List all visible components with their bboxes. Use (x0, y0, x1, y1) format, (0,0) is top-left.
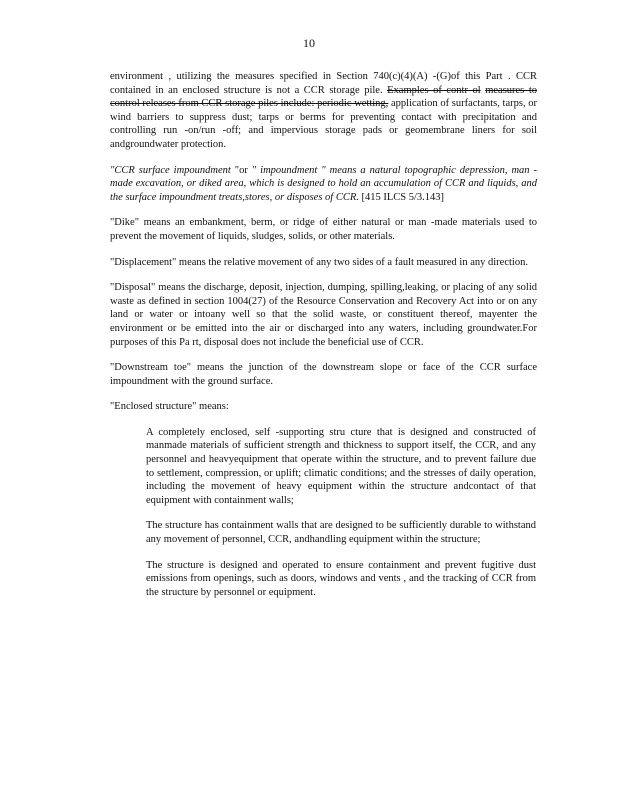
intro-strikethrough-2: measures to control releases from CCR storage piles include: periodic wetting, (110, 84, 537, 110)
page-number: 10 (303, 36, 315, 50)
definition-ccr-citation: [415 ILCS 5/3.143] (358, 191, 445, 203)
definition-dike: "Dike" means an embankment, berm, or ridge of either natural or man -made materials used to prevent the movement of liquids, sludges, solids, or other materials. (110, 217, 537, 242)
intro-paragraph (110, 70, 537, 152)
definition-ccr-surface-impoundment (110, 164, 537, 205)
definition-enclosed-structure-heading: "Enclosed structure" means: (110, 401, 229, 413)
definition-ccr-or: "or (234, 164, 248, 176)
enclosed-structure-criterion: The structure has containment walls that are designed to be sufficiently durable to withstand any movement of personnel, CCR, andhandling equipment within the structure; (146, 520, 536, 546)
document-body (110, 70, 537, 611)
definition-displacement: "Displacement" means the relative movement of any two sides of a fault measured in any direction. (110, 256, 528, 268)
intro-line-1: environment , utilizing the measures specified in Section 740(c)(4)(A) -(G)of this Part . (110, 71, 511, 82)
enclosed-structure-criterion: A completely enclosed, self -supporting stru cture that is designed and constructed of manmade materials of sufficient strength and thickness to support itself, the CCR, and any personnel and heavyequipment that operate within the structure, and to prevent failure due to settlement, compression, or uplift; climatic conditions; and the stresses of daily operation, including the movement of heavy equipment within the structure andcontact of that equipment with containment walls; (146, 426, 536, 506)
intro-line-2: CCR contained in an enclosed structure is not a CCR storage pile. (110, 71, 537, 96)
intro-strikethrough-1: Examples of contr ol (387, 84, 481, 96)
definition-downstream-toe: "Downstream toe" means the junction of the downstream slope or face of the CCR surface impoundment with the ground surface. (110, 362, 537, 387)
enclosed-structure-criterion: The structure is designed and operated to ensure containment and prevent fugitive dust emissions from openings, such as doors, windows and vents , and the tracking of CCR from the structure by personnel or equipment. (146, 559, 536, 598)
definition-ccr-part-1: "CCR surface impoundment (110, 164, 235, 176)
definition-disposal: "Disposal" means the discharge, deposit, injection, dumping, spilling,leaking, or placing of any solid waste as defined in section 1004(27) of the Resource Conservation and Recovery Act into or on any land or water or intoany well so that the solid waste, or constituent thereof, mayenter the environment or be emitted into the air or discharged into any waters, including groundwater.For purposes of this Pa rt, disposal does not include the beneficial use of CCR. (110, 282, 537, 348)
definition-ccr-part-2: " impoundment " means a natural topographic depression, man -made excavation, or diked area, which is designed to hold an accumulation of CCR and liquids, and the surface impoundment treats,stores, or disposes of CCR. (110, 164, 538, 203)
intro-line-4: application of surfactants, tarps, or wind barriers to suppress dust; tarps or berms for preventing contact with precipitation and controlling run -on/run -off; and impervious storage pads or geomembrane liners for soil andgroundwater protection. (110, 98, 537, 150)
enclosed-structure-criteria (146, 426, 536, 600)
